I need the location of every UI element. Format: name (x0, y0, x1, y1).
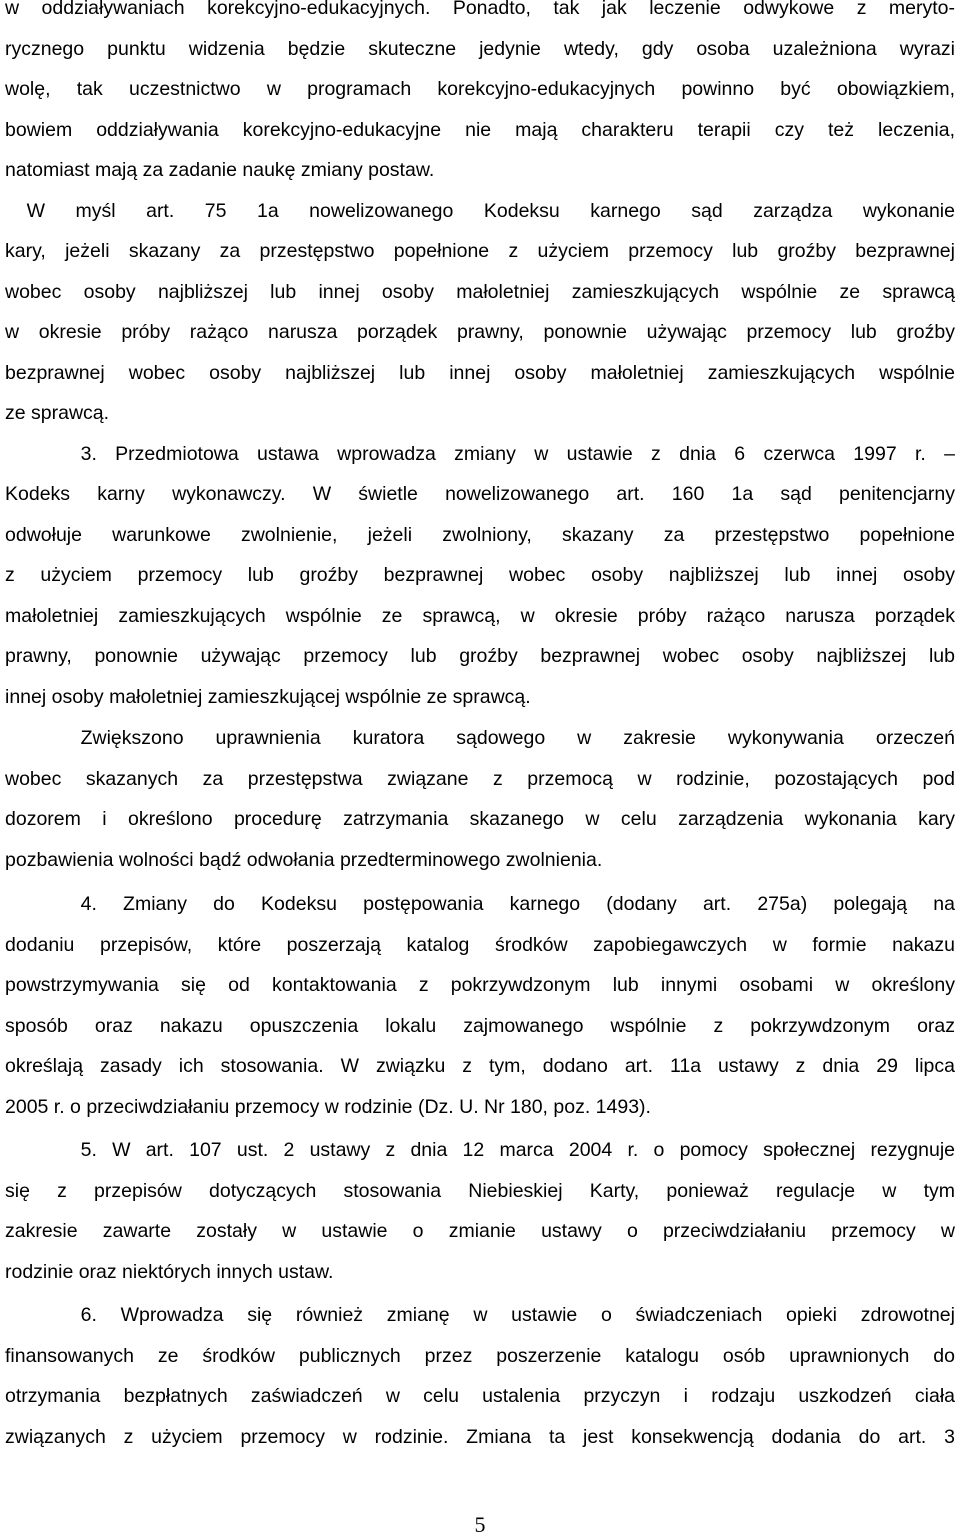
text-line: prawny, ponownie używając przemocy lub groźby bezprawnej wobec osoby najbliższej lub (5, 645, 955, 667)
text-line: związanych z użyciem przemocy w rodzinie. Zmiana ta jest konsekwencją dodania do art. 3 (5, 1425, 955, 1448)
text-line: 5. W art. 107 ust. 2 ustawy z dnia 12 marca 2004 r. o pomocy społecznej rezygnuje (80, 1139, 955, 1161)
text-line: Zwiększono uprawnienia kuratora sądowego w zakresie wykonywania orzeczeń (80, 727, 955, 749)
text-line: określają zasady ich stosowania. W związku z tym, dodano art. 11a ustawy z dnia 29 lipca (5, 1055, 955, 1077)
text-line: bezprawnej wobec osoby najbliższej lub innej osoby małoletniej zamieszkujących wspólnie (5, 361, 955, 384)
text-block-3 (5, 884, 955, 1127)
text-line: wobec osoby najbliższej lub innej osoby małoletniej zamieszkujących wspólnie ze sprawcą (5, 280, 955, 303)
text-line: w okresie próby rażąco narusza porządek prawny, ponownie używając przemocy lub groźby (5, 321, 955, 343)
text-line: wobec skazanych za przestępstwa związane z przemocą w rodzinie, pozostających pod (5, 767, 955, 790)
text-line: małoletniej zamieszkujących wspólnie ze sprawcą, w okresie próby rażąco narusza porządek (5, 604, 955, 627)
text-line: ze sprawcą. (5, 402, 110, 424)
text-line: bowiem oddziaływania korekcyjno-edukacyjne nie mają charakteru terapii czy też leczenia, (5, 118, 955, 141)
text-line: sposób oraz nakazu opuszczenia lokalu zajmowanego wspólnie z pokrzywdzonym oraz (5, 1014, 955, 1037)
text-block-1 (5, 0, 955, 717)
text-line: natomiast mają za zadanie naukę zmiany postaw. (5, 159, 435, 181)
text-line: 3. Przedmiotowa ustawa wprowadza zmiany w ustawie z dnia 6 czerwca 1997 r. – (80, 442, 955, 465)
text-line: w oddziaływaniach korekcyjno-edukacyjnych. Ponadto, tak jak leczenie odwykowe z meryto- (5, 0, 955, 19)
page-number: 5 (474, 1512, 486, 1537)
text-line: z użyciem przemocy lub groźby bezprawnej wobec osoby najbliższej lub innej osoby (5, 564, 955, 586)
text-line: rodzinie oraz niektórych innych ustaw. (5, 1260, 334, 1283)
text-block-2 (5, 718, 955, 880)
text-line: finansowanych ze środków publicznych przez poszerzenie katalogu osób uprawnionych do (5, 1344, 955, 1367)
text-line: się z przepisów dotyczących stosowania Niebieskiej Karty, ponieważ regulacje w tym (5, 1179, 955, 1202)
text-line: dodaniu przepisów, które poszerzają katalog środków zapobiegawczych w formie nakazu (5, 933, 955, 956)
text-line: otrzymania bezpłatnych zaświadczeń w celu ustalenia przyczyn i rodzaju uszkodzeń ciała (5, 1385, 955, 1407)
text-line: 6. Wprowadza się również zmianę w ustawie o świadczeniach opieki zdrowotnej (80, 1304, 955, 1326)
text-line: innej osoby małoletniej zamieszkującej wspólnie ze sprawcą. (5, 685, 531, 708)
text-line: wolę, tak uczestnictwo w programach korekcyjno-edukacyjnych powinno być obowiązkiem, (5, 78, 955, 100)
text-block-5 (5, 1295, 955, 1457)
text-line: pozbawienia wolności bądź odwołania przedterminowego zwolnienia. (5, 848, 603, 871)
text-line: rycznego punktu widzenia będzie skuteczne jedynie wtedy, gdy osoba uzależniona wyrazi (5, 37, 955, 60)
text-line: powstrzymywania się od kontaktowania z pokrzywdzonym lub innymi osobami w określony (5, 974, 955, 996)
text-line: zakresie zawarte zostały w ustawie o zmianie ustawy o przeciwdziałaniu przemocy w (5, 1220, 955, 1242)
text-line: Kodeks karny wykonawczy. W świetle nowelizowanego art. 160 1a sąd penitencjarny (5, 483, 955, 505)
text-line: W myśl art. 75 1a nowelizowanego Kodeksu karnego sąd zarządza wykonanie (26, 199, 955, 222)
text-line: odwołuje warunkowe zwolnienie, jeżeli zwolniony, skazany za przestępstwo popełnione (5, 523, 955, 546)
text-line: 2005 r. o przeciwdziałaniu przemocy w rodzinie (Dz. U. Nr 180, poz. 1493). (5, 1095, 651, 1118)
text-block-4 (5, 1130, 955, 1292)
text-line: dozorem i określono procedurę zatrzymania skazanego w celu zarządzenia wykonania kary (5, 808, 955, 830)
text-line: 4. Zmiany do Kodeksu postępowania karnego (dodany art. 275a) polegają na (80, 893, 955, 915)
text-line: kary, jeżeli skazany za przestępstwo popełnione z użyciem przemocy lub groźby bezprawnej (5, 240, 955, 262)
